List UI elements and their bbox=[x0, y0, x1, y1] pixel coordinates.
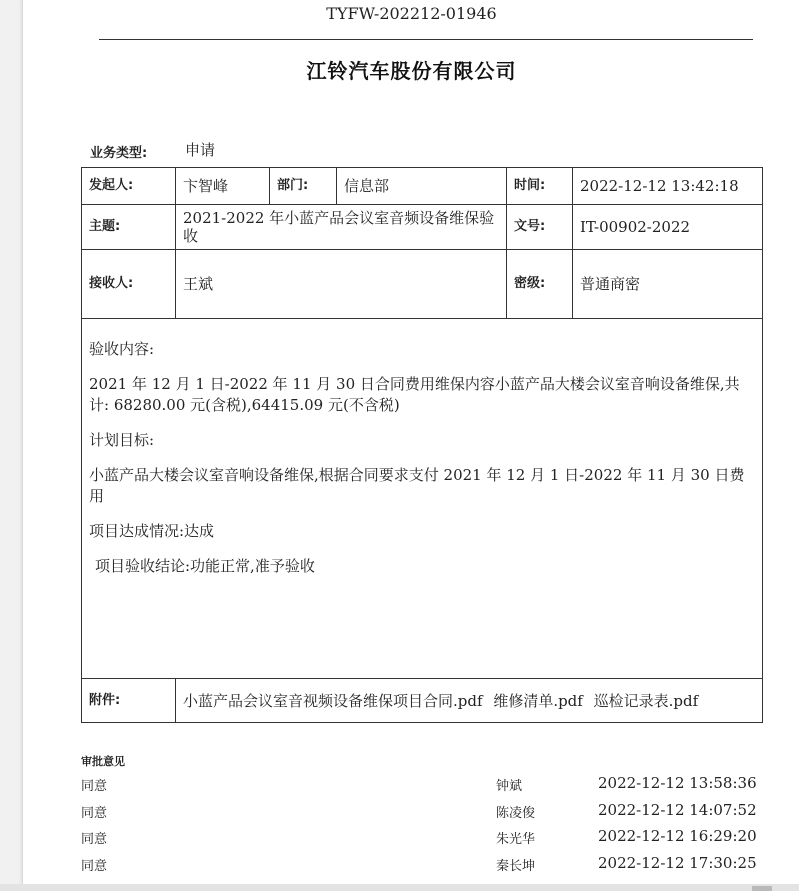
approval-title: 审批意见 bbox=[81, 755, 125, 768]
department-label: 部门: bbox=[270, 168, 337, 205]
approval-row bbox=[81, 828, 771, 848]
document-page bbox=[22, 0, 799, 884]
approver-name: 钟斌 bbox=[496, 779, 523, 794]
approval-time: 2022-12-12 14:07:52 bbox=[598, 801, 757, 819]
content-heading: 验收内容: bbox=[89, 340, 155, 358]
approval-opinion: 同意 bbox=[81, 832, 108, 847]
acceptance-conclusion: 项目验收结论:功能正常,准予验收 bbox=[95, 557, 315, 575]
attachment-link[interactable]: 小蓝产品会议室音视频设备维保项目合同.pdf bbox=[183, 691, 483, 710]
approver-name: 朱光华 bbox=[496, 832, 536, 847]
time-value: 2022-12-12 13:42:18 bbox=[573, 168, 763, 205]
approval-time: 2022-12-12 13:58:36 bbox=[598, 774, 757, 792]
content-detail: 2021 年 12 月 1 日-2022 年 11 月 30 日合同费用维保内容小蓝产品大楼会议室音响设备维保,共计: 68280.00 元(含税),64415.09 元(不含税) bbox=[89, 375, 740, 414]
approval-time: 2022-12-12 17:30:25 bbox=[598, 854, 757, 872]
department-value: 信息部 bbox=[337, 168, 507, 205]
scrollbar-thumb[interactable] bbox=[752, 886, 772, 891]
business-type-value: 申请 bbox=[185, 141, 216, 159]
form-row-subject bbox=[82, 205, 763, 250]
recipient-value: 王斌 bbox=[176, 250, 507, 319]
form-row-initiator bbox=[82, 168, 763, 205]
initiator-label: 发起人: bbox=[82, 168, 176, 205]
recipient-label: 接收人: bbox=[82, 250, 176, 319]
subject-value: 2021-2022 年小蓝产品会议室音频设备维保验收 bbox=[176, 205, 507, 250]
secrecy-value: 普通商密 bbox=[573, 250, 763, 319]
attachment-link[interactable]: 巡检记录表.pdf bbox=[593, 691, 699, 710]
attachments-label: 附件: bbox=[82, 679, 176, 723]
plan-detail: 小蓝产品大楼会议室音响设备维保,根据合同要求支付 2021 年 12 月 1 日-2022 年 11 月 30 日费用 bbox=[89, 466, 745, 505]
attachment-link[interactable]: 维修清单.pdf bbox=[493, 691, 583, 710]
approver-name: 陈凌俊 bbox=[496, 806, 536, 821]
approval-row bbox=[81, 855, 771, 875]
company-name: 江铃汽车股份有限公司 bbox=[306, 59, 517, 83]
approval-opinion: 同意 bbox=[81, 779, 108, 794]
form-table bbox=[81, 167, 763, 723]
header-divider bbox=[99, 39, 753, 40]
content-cell bbox=[82, 319, 763, 679]
approval-opinion: 同意 bbox=[81, 859, 108, 874]
doc-no-label: 文号: bbox=[507, 205, 573, 250]
form-row-recipient bbox=[82, 250, 763, 319]
initiator-value: 卞智峰 bbox=[176, 168, 270, 205]
attachments-list bbox=[176, 679, 763, 723]
approver-name: 秦长坤 bbox=[496, 859, 536, 874]
approval-time: 2022-12-12 16:29:20 bbox=[598, 827, 757, 845]
approval-row bbox=[81, 802, 771, 822]
document-number: TYFW-202212-01946 bbox=[326, 4, 497, 23]
secrecy-label: 密级: bbox=[507, 250, 573, 319]
form-row-attachments bbox=[82, 679, 763, 723]
approval-row bbox=[81, 775, 771, 795]
form-row-content bbox=[82, 319, 763, 679]
approval-opinion: 同意 bbox=[81, 806, 108, 821]
plan-heading: 计划目标: bbox=[89, 431, 155, 449]
horizontal-scrollbar[interactable] bbox=[0, 884, 799, 891]
achievement-status: 项目达成情况:达成 bbox=[89, 522, 215, 540]
subject-label: 主题: bbox=[82, 205, 176, 250]
business-type-label: 业务类型: bbox=[90, 146, 148, 161]
doc-no-value: IT-00902-2022 bbox=[573, 205, 763, 250]
time-label: 时间: bbox=[507, 168, 573, 205]
